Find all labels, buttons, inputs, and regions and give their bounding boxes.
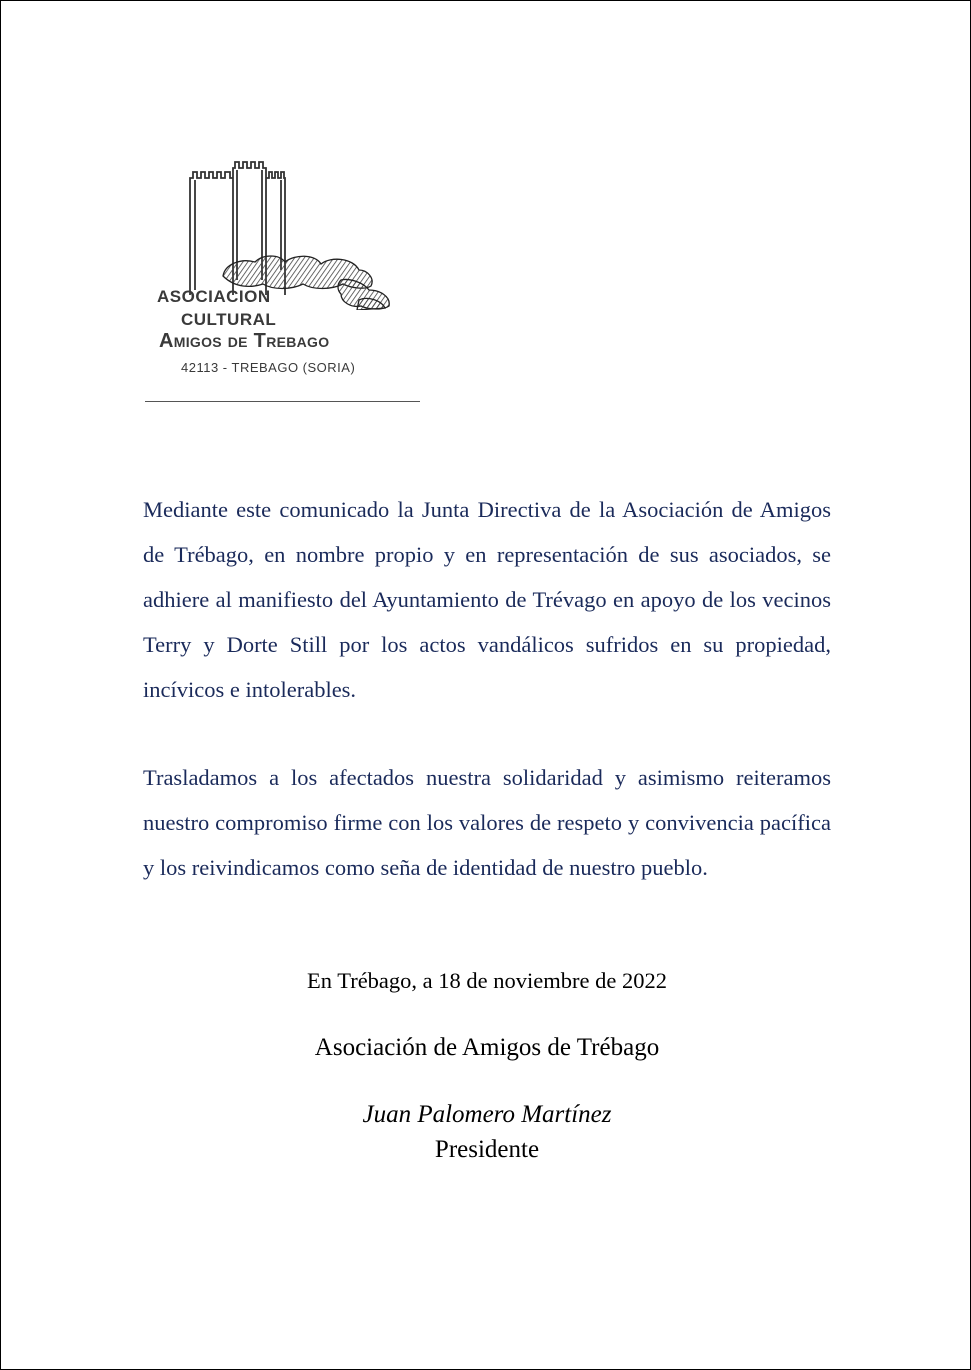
statement-paragraph-1: Mediante este comunicado la Junta Directiva de la Asociación de Amigos de Trébago, en nombre propio y en representación de sus asociados, se adhiere al manifiesto del Ayuntamiento de Trévago en apoyo de los vecinos Terry y Dorte Still por los actos vandálicos sufridos en su propiedad, incívicos e intolerables. (143, 497, 831, 702)
association-logo (145, 150, 420, 405)
signer-name: Juan Palomero Martínez (362, 1101, 612, 1128)
date-line: En Trébago, a 18 de noviembre de 2022 (307, 968, 667, 993)
organization-name: Asociación de Amigos de Trébago (314, 1034, 660, 1061)
statement-paragraph-2: Trasladamos a los afectados nuestra solidaridad y asimismo reiteramos nuestro compromiso firme con los valores de respeto y convivencia pacífica y los reivindicamos como seña de identidad de nuestro pueblo. (143, 765, 831, 880)
logo-text-address: 42113 - TREBAGO (SORIA) (181, 360, 356, 375)
logo-text-cultural: CULTURAL (181, 310, 277, 329)
castle-tower-illustration (145, 150, 420, 310)
logo-text-amigos: Amigos de Trebago (159, 330, 330, 352)
signer-role: Presidente (434, 1136, 540, 1163)
logo-divider (145, 401, 420, 402)
logo-text-asociacion: ASOCIACION (157, 287, 271, 306)
